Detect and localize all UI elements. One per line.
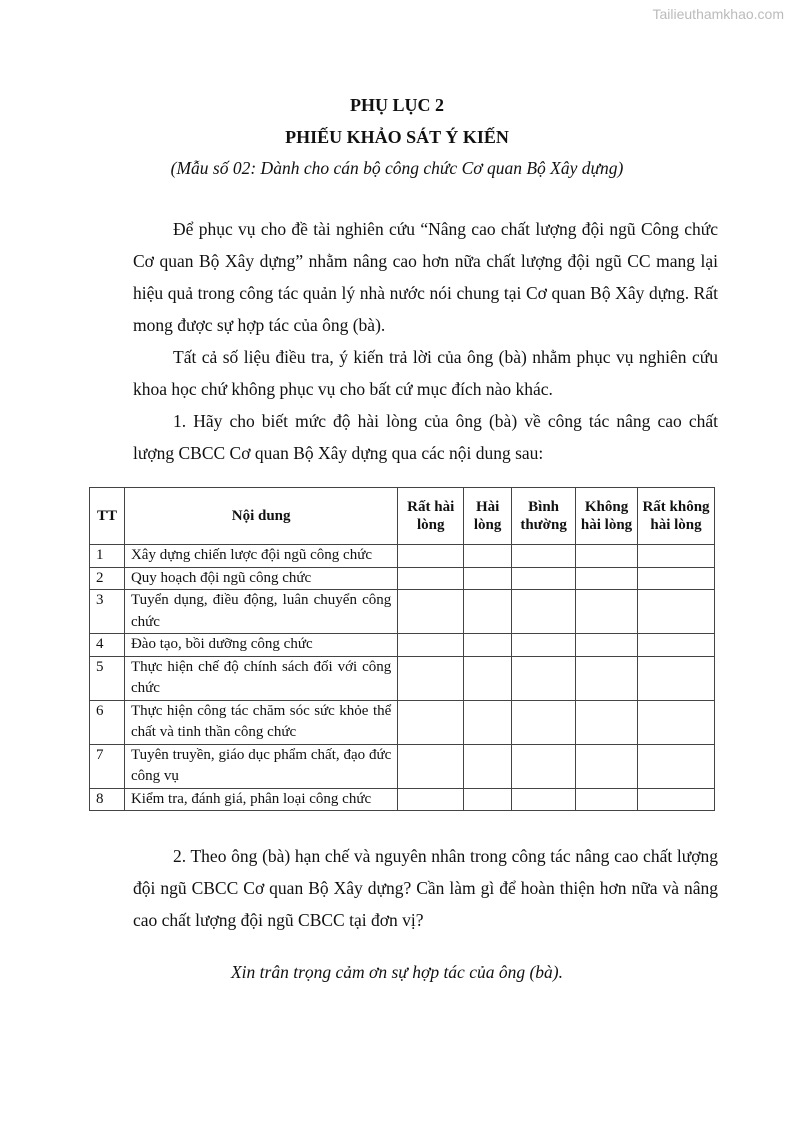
rating-cell[interactable] — [576, 545, 638, 568]
rating-cell[interactable] — [638, 700, 715, 744]
rating-cell[interactable] — [464, 700, 512, 744]
question-2-block — [133, 840, 718, 936]
table-row — [90, 634, 715, 657]
table-row — [90, 700, 715, 744]
rating-cell[interactable] — [638, 788, 715, 811]
rating-cell[interactable] — [638, 545, 715, 568]
rating-cell[interactable] — [576, 788, 638, 811]
row-content: Tuyển dụng, điều động, luân chuyển công chức — [124, 590, 397, 634]
row-number: 8 — [90, 788, 125, 811]
thanks-note: Xin trân trọng cảm ơn sự hợp tác của ông (bà). — [230, 962, 563, 982]
rating-cell[interactable] — [464, 545, 512, 568]
row-content: Xây dựng chiến lược đội ngũ công chức — [124, 545, 397, 568]
table-row — [90, 567, 715, 590]
question-2: 2. Theo ông (bà) hạn chế và nguyên nhân trong công tác nâng cao chất lượng đội ngũ CBCC Cơ quan Bộ Xây dựng? Cần làm gì để hoàn thiện hơn nữa và nâng cao chất lượng đội ngũ CBCC tại đơn vị? — [133, 846, 718, 930]
watermark: Tailieuthamkhao.com — [652, 6, 784, 22]
rating-cell[interactable] — [398, 545, 464, 568]
appendix-title: PHỤ LỤC 2 — [350, 95, 444, 115]
row-number: 4 — [90, 634, 125, 657]
row-number: 7 — [90, 744, 125, 788]
row-content: Thực hiện công tác chăm sóc sức khỏe thể chất và tinh thần công chức — [124, 700, 397, 744]
header-cell: Rất không hài lòng — [638, 488, 715, 545]
row-content: Thực hiện chế độ chính sách đối với công chức — [124, 656, 397, 700]
table-row — [90, 744, 715, 788]
paragraph: Tất cả số liệu điều tra, ý kiến trả lời của ông (bà) nhằm phục vụ nghiên cứu khoa học chứ không phục vụ cho bất cứ mục đích nào khác. — [133, 347, 718, 399]
row-number: 6 — [90, 700, 125, 744]
rating-cell[interactable] — [512, 545, 576, 568]
table-row — [90, 545, 715, 568]
rating-cell[interactable] — [576, 634, 638, 657]
rating-cell[interactable] — [464, 656, 512, 700]
rating-cell[interactable] — [638, 567, 715, 590]
header-cell: Rất hài lòng — [398, 488, 464, 545]
rating-cell[interactable] — [512, 744, 576, 788]
rating-cell[interactable] — [576, 656, 638, 700]
row-number: 2 — [90, 567, 125, 590]
rating-cell[interactable] — [464, 567, 512, 590]
question-1: 1. Hãy cho biết mức độ hài lòng của ông (bà) về công tác nâng cao chất lượng CBCC Cơ quan Bộ Xây dựng qua các nội dung sau: — [133, 411, 718, 463]
header-cell: Không hài lòng — [576, 488, 638, 545]
rating-cell[interactable] — [512, 634, 576, 657]
header-cell: Bình thường — [512, 488, 576, 545]
table-row — [90, 788, 715, 811]
rating-cell[interactable] — [512, 590, 576, 634]
rating-cell[interactable] — [512, 567, 576, 590]
survey-title: PHIẾU KHẢO SÁT Ý KIẾN — [285, 127, 509, 147]
rating-cell[interactable] — [398, 788, 464, 811]
rating-cell[interactable] — [398, 567, 464, 590]
rating-cell[interactable] — [576, 567, 638, 590]
table-header — [90, 488, 715, 545]
rating-cell[interactable] — [398, 590, 464, 634]
row-number: 1 — [90, 545, 125, 568]
row-content: Tuyên truyền, giáo dục phẩm chất, đạo đức công vụ — [124, 744, 397, 788]
rating-cell[interactable] — [464, 744, 512, 788]
table-row — [90, 656, 715, 700]
paragraph: Để phục vụ cho đề tài nghiên cứu “Nâng cao chất lượng đội ngũ Công chức Cơ quan Bộ Xây dựng” nhằm nâng cao hơn nữa chất lượng đội ngũ CC mang lại hiệu quả trong công tác quản lý nhà nước nói chung tại Cơ quan Bộ Xây dựng. Rất mong được sự hợp tác của ông (bà). — [133, 219, 718, 335]
rating-cell[interactable] — [576, 744, 638, 788]
rating-cell[interactable] — [464, 590, 512, 634]
satisfaction-table — [89, 487, 715, 811]
rating-cell[interactable] — [512, 656, 576, 700]
rating-cell[interactable] — [398, 656, 464, 700]
header-cell: Nội dung — [124, 488, 397, 545]
header-cell: TT — [90, 488, 125, 545]
rating-cell[interactable] — [638, 744, 715, 788]
rating-cell[interactable] — [512, 788, 576, 811]
rating-cell[interactable] — [398, 634, 464, 657]
rating-cell[interactable] — [464, 634, 512, 657]
row-number: 5 — [90, 656, 125, 700]
row-number: 3 — [90, 590, 125, 634]
rating-cell[interactable] — [576, 590, 638, 634]
intro — [133, 213, 718, 469]
header-cell: Hài lòng — [464, 488, 512, 545]
rating-cell[interactable] — [398, 744, 464, 788]
rating-cell[interactable] — [638, 590, 715, 634]
table-row — [90, 590, 715, 634]
rating-cell[interactable] — [638, 634, 715, 657]
rating-cell[interactable] — [638, 656, 715, 700]
form-note: (Mẫu số 02: Dành cho cán bộ công chức Cơ quan Bộ Xây dựng) — [170, 158, 624, 178]
rating-cell[interactable] — [576, 700, 638, 744]
rating-cell[interactable] — [398, 700, 464, 744]
row-content: Đào tạo, bồi dưỡng công chức — [124, 634, 397, 657]
rating-cell[interactable] — [512, 700, 576, 744]
rating-cell[interactable] — [464, 788, 512, 811]
row-content: Quy hoạch đội ngũ công chức — [124, 567, 397, 590]
row-content: Kiểm tra, đánh giá, phân loại công chức — [124, 788, 397, 811]
